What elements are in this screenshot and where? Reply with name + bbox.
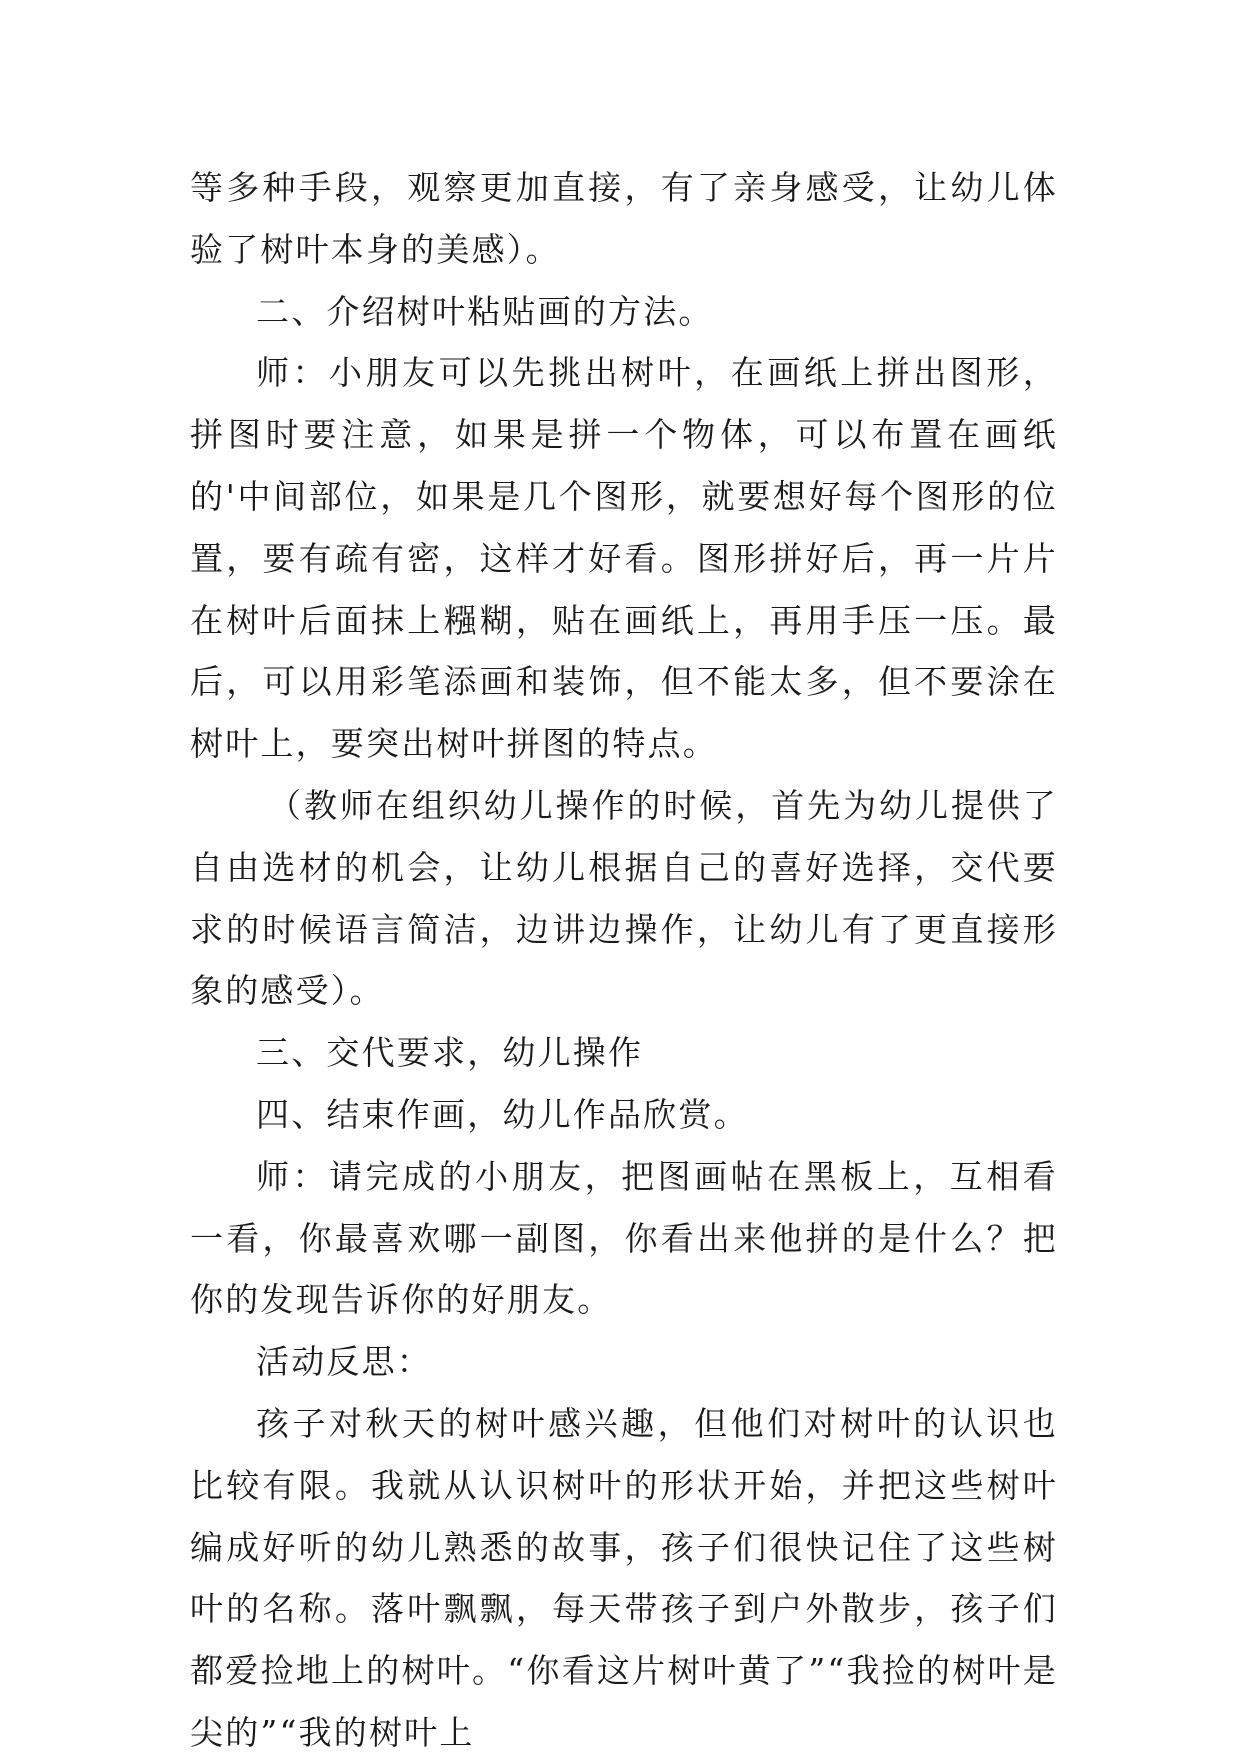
paragraph-teacher-note: （教师在组织幼儿操作的时候，首先为幼儿提供了自由选材的机会，让幼儿根据自己的喜好选择，交代要求的时候语言简洁，边讲边操作，让幼儿有了更直接形象的感受）。 bbox=[190, 785, 1058, 1011]
paragraph-reflection-body: 孩子对秋天的树叶感兴趣，但他们对树叶的认识也比较有限。我就从认识树叶的形状开始，并把这些树叶编成好听的幼儿熟悉的故事，孩子们很快记住了这些树叶的名称。落叶飘飘，每天带孩子到户外散步，孩子们都爱捡地上的树叶。“你看这片树叶黄了”“我捡的树叶是尖的”“我的树叶上 bbox=[190, 1403, 1058, 1752]
document-body bbox=[190, 157, 1058, 1764]
paragraph-section-three-heading: 三、交代要求，幼儿操作 bbox=[256, 1033, 644, 1073]
paragraph-section-four-heading: 四、结束作画，幼儿作品欣赏。 bbox=[256, 1094, 749, 1134]
paragraph-teacher-closing: 师：请完成的小朋友，把图画帖在黑板上，互相看一看，你最喜欢哪一副图，你看出来他拼的是什么？把你的发现告诉你的好朋友。 bbox=[190, 1156, 1058, 1320]
paragraph-section-two-heading: 二、介绍树叶粘贴画的方法。 bbox=[256, 291, 714, 331]
paragraph-continuation: 等多种手段，观察更加直接，有了亲身感受，让幼儿体验了树叶本身的美感）。 bbox=[190, 168, 1058, 269]
paragraph-reflection-heading: 活动反思： bbox=[256, 1342, 432, 1382]
paragraph-teacher-instructions: 师：小朋友可以先挑出树叶，在画纸上拼出图形，拼图时要注意，如果是拼一个物体，可以布置在画纸的'中间部位，如果是几个图形，就要想好每个图形的位置，要有疏有密，这样才好看。图形拼好后，再一片片在树叶后面抹上糨糊，贴在画纸上，再用手压一压。最后，可以用彩笔添画和装饰，但不能太多，但不要涂在树叶上，要突出树叶拼图的特点。 bbox=[190, 353, 1058, 764]
